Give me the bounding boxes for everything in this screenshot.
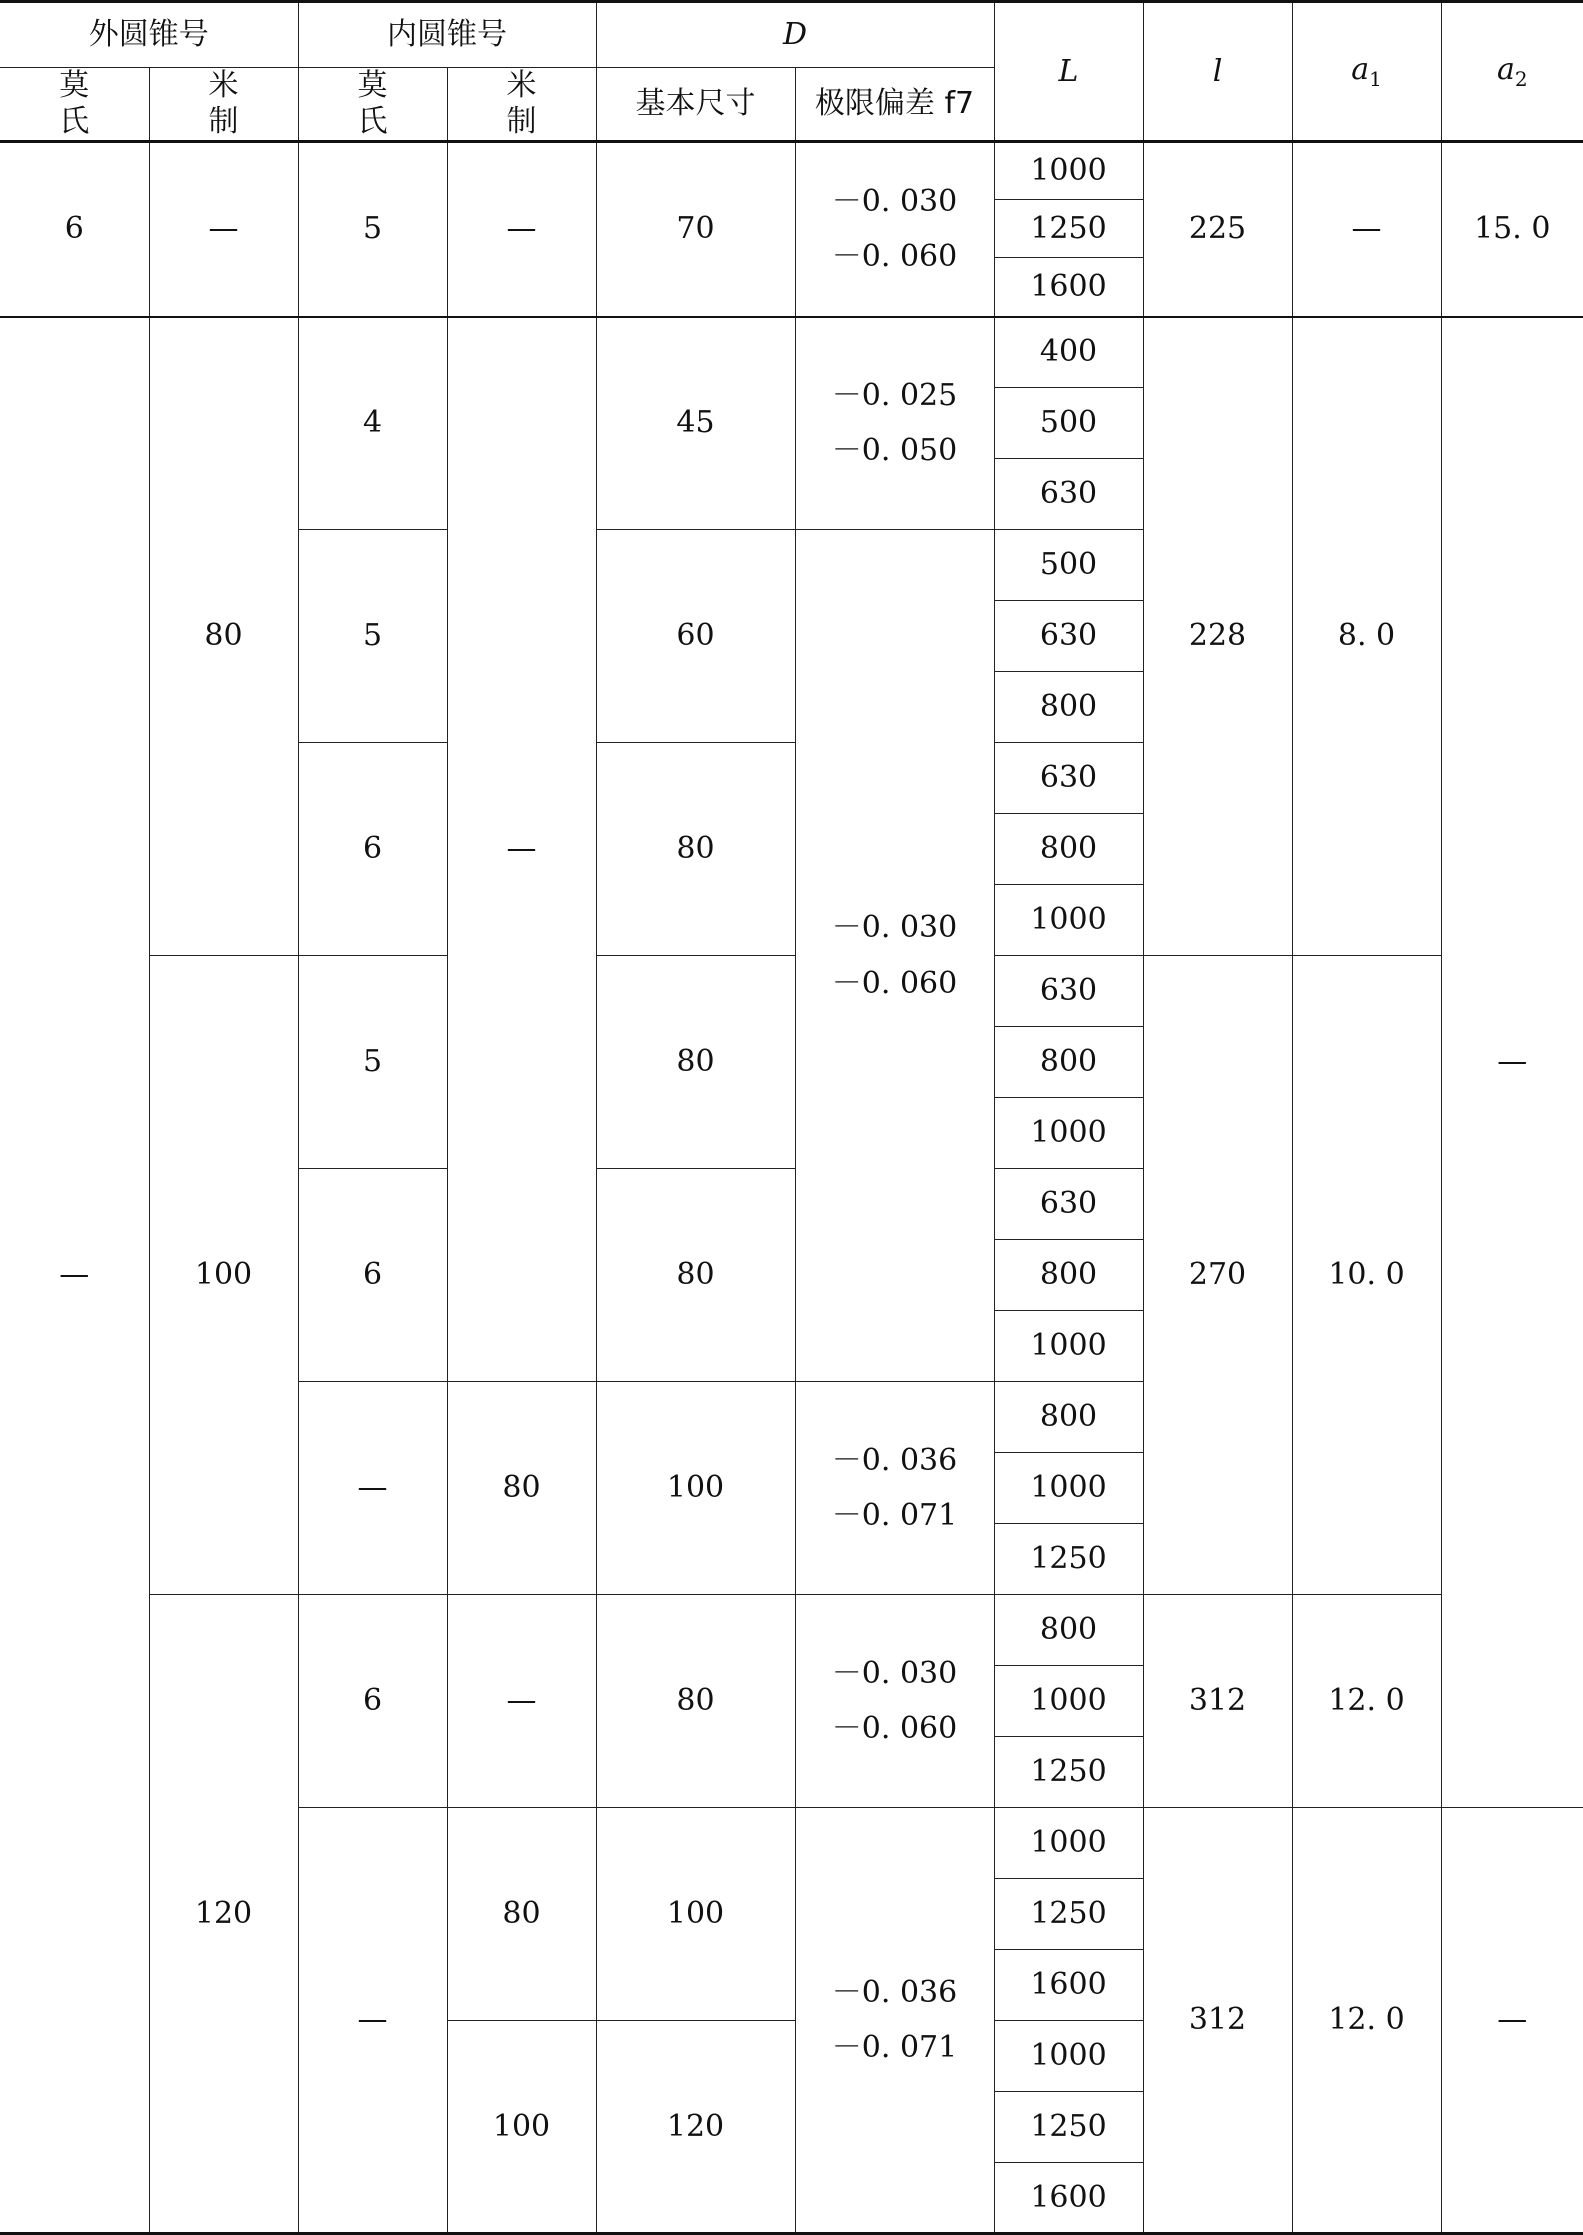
cell-tol-45	[795, 317, 994, 530]
cell-inner-5: 5	[298, 530, 447, 743]
cell-L: 400	[994, 317, 1143, 388]
cell-L: 630	[994, 743, 1143, 814]
header-a2	[1441, 2, 1583, 142]
cell-metric-120: 120	[149, 1595, 298, 2234]
cell-a2: 15. 0	[1441, 142, 1583, 317]
cell-L: 630	[994, 1169, 1143, 1240]
cell-D-45: 45	[596, 317, 795, 530]
cell-inner-dash-d: —	[298, 1808, 447, 2234]
header-metric-inner: 米制	[447, 68, 596, 142]
cell-tolerance	[795, 142, 994, 317]
cell-D: 70	[596, 142, 795, 317]
cell-L: 1250	[994, 1524, 1143, 1595]
cell-inner-6: 6	[298, 743, 447, 956]
cell-inner-dash-c: —	[298, 1382, 447, 1595]
header-a1	[1292, 2, 1441, 142]
cell-L: 800	[994, 814, 1143, 885]
table-row	[0, 1595, 1583, 1666]
cell-l: 225	[1143, 142, 1292, 317]
cell-L: 800	[994, 1027, 1143, 1098]
cell-a2-dash: —	[1441, 317, 1583, 1808]
cell-inner-6c: 6	[298, 1595, 447, 1808]
cell-tol-mid	[795, 530, 994, 1382]
cell-D-80b: 80	[596, 956, 795, 1169]
cell-metric-80c: 80	[447, 1382, 596, 1595]
header-inner-taper: 内圆锥号	[298, 2, 596, 68]
cell-tol-100	[795, 1382, 994, 1595]
cell-l-270: 270	[1143, 956, 1292, 1595]
cell-inner-6b: 6	[298, 1169, 447, 1382]
cell-metric-80d: 80	[447, 1808, 596, 2021]
tol-upper: －0. 036	[831, 1442, 958, 1478]
tol-lower: －0. 060	[831, 239, 958, 275]
header-row-1	[0, 2, 1583, 68]
cell-L: 1600	[994, 2163, 1143, 2234]
cell-L: 800	[994, 1595, 1143, 1666]
cell-morse-inner: 5	[298, 142, 447, 317]
cell-metric-inner-dash2: —	[447, 1595, 596, 1808]
tol-upper: －0. 025	[831, 377, 958, 413]
cell-morse-outer-dash: —	[0, 317, 149, 2234]
cell-L: 1250	[994, 1737, 1143, 1808]
cell-D-80c: 80	[596, 1169, 795, 1382]
cell-L: 500	[994, 388, 1143, 459]
header-tolerance: 极限偏差 f7	[795, 68, 994, 142]
tol-upper: －0. 030	[831, 1655, 958, 1691]
cell-a2-dash2: —	[1441, 1808, 1583, 2234]
header-a2-base: a	[1496, 52, 1515, 87]
tol-upper: －0. 030	[831, 183, 958, 219]
cell-a1-120a: 12. 0	[1292, 1595, 1441, 1808]
cell-inner-4: 4	[298, 317, 447, 530]
cell-L: 800	[994, 1382, 1143, 1453]
cell-a1-120b: 12. 0	[1292, 1808, 1441, 2234]
cell-L: 800	[994, 672, 1143, 743]
cell-L: 500	[994, 530, 1143, 601]
header-morse-inner: 莫氏	[298, 68, 447, 142]
header-outer-taper: 外圆锥号	[0, 2, 298, 68]
header-D: D	[596, 2, 994, 68]
cell-L: 1000	[994, 1098, 1143, 1169]
table-row	[0, 142, 1583, 200]
cell-metric-outer: —	[149, 142, 298, 317]
header-a1-sub: 1	[1369, 67, 1382, 91]
tol-lower: －0. 060	[831, 965, 958, 1001]
tol-lower: －0. 060	[831, 1711, 958, 1746]
cell-metric-inner: —	[447, 142, 596, 317]
cell-l-228: 228	[1143, 317, 1292, 956]
cell-L: 1000	[994, 1311, 1143, 1382]
cell-L: 1600	[994, 1950, 1143, 2021]
table-row	[0, 956, 1583, 1027]
cell-a1-100: 10. 0	[1292, 956, 1441, 1595]
table-row	[0, 317, 1583, 388]
cell-a1: —	[1292, 142, 1441, 317]
cell-metric-100d: 100	[447, 2021, 596, 2234]
header-metric-outer: 米制	[149, 68, 298, 142]
cell-L: 1000	[994, 142, 1143, 200]
cell-morse-outer: 6	[0, 142, 149, 317]
cell-D-60: 60	[596, 530, 795, 743]
cell-L: 800	[994, 1240, 1143, 1311]
cell-metric-80: 80	[149, 317, 298, 956]
tol-upper: －0. 030	[831, 910, 958, 945]
cell-tol-last	[795, 1808, 994, 2234]
cell-L: 1250	[994, 200, 1143, 258]
cell-L: 1250	[994, 1879, 1143, 1950]
tol-lower: －0. 050	[831, 433, 958, 469]
header-a2-sub: 2	[1514, 67, 1528, 91]
cell-D-100: 100	[596, 1382, 795, 1595]
header-a1-base: a	[1351, 52, 1370, 87]
tol-upper: －0. 036	[831, 1974, 958, 2010]
cell-inner-5b: 5	[298, 956, 447, 1169]
cell-L: 1000	[994, 1453, 1143, 1524]
cell-l-312b: 312	[1143, 1808, 1292, 2234]
header-l: l	[1143, 2, 1292, 142]
cell-L: 630	[994, 956, 1143, 1027]
cell-tol-80d	[795, 1595, 994, 1808]
header-morse-outer: 莫氏	[0, 68, 149, 142]
cell-metric-inner-dash: —	[447, 317, 596, 1382]
cell-l-312a: 312	[1143, 1595, 1292, 1808]
cell-D-100b: 100	[596, 1808, 795, 2021]
cell-L: 630	[994, 601, 1143, 672]
cell-L: 1250	[994, 2092, 1143, 2163]
cell-L: 1000	[994, 2021, 1143, 2092]
cell-D-80d: 80	[596, 1595, 795, 1808]
cell-metric-100: 100	[149, 956, 298, 1595]
header-L: L	[994, 2, 1143, 142]
header-basic-size: 基本尺寸	[596, 68, 795, 142]
tol-lower: －0. 071	[831, 1498, 958, 1533]
cell-L: 1000	[994, 885, 1143, 956]
cell-L: 630	[994, 459, 1143, 530]
cell-D-120: 120	[596, 2021, 795, 2234]
tol-lower: －0. 071	[831, 2030, 958, 2065]
cell-D-80a: 80	[596, 743, 795, 956]
cell-L: 1000	[994, 1666, 1143, 1737]
cell-a1-80: 8. 0	[1292, 317, 1441, 956]
cell-L: 1000	[994, 1808, 1143, 1879]
cell-L: 1600	[994, 258, 1143, 317]
